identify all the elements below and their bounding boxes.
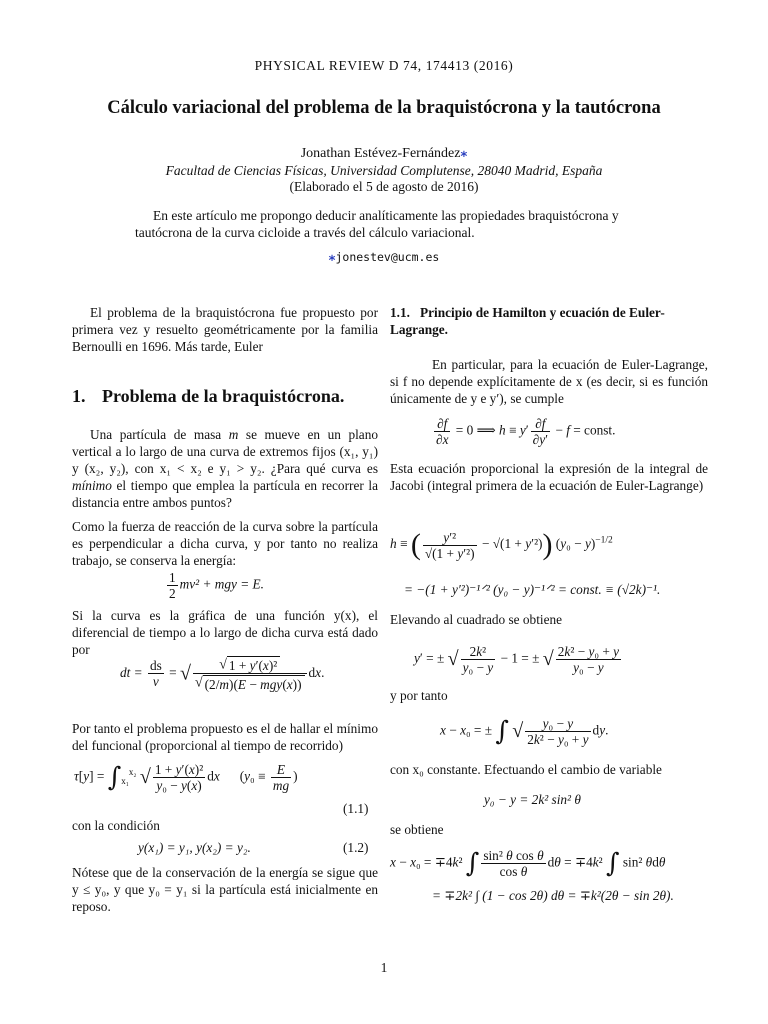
cycloid-equation-line-2: = ∓2k² ∫ (1 − cos 2θ) dθ = ∓k²(2θ − sin 2θ).	[432, 888, 674, 903]
author-footnote-mark[interactable]: ⁎	[460, 146, 468, 161]
page-number: 1	[380, 960, 388, 975]
journal-header: PHYSICAL REVIEW D 74, 174413 (2016)	[254, 58, 514, 73]
intro-paragraph: El problema de la braquistócrona fue propuesto por primera vez y resuelto geométricamente por la familia Bernoulli en 1696. Más tarde, Euler	[72, 305, 378, 354]
date-line: (Elaborado el 5 de agosto de 2016)	[289, 179, 479, 194]
section-paragraph-1: Una partícula de masa m se mueve en un plano vertical a lo largo de una curva de extremos fijos (x₁, y₁) y (x₂, y₂), con x₁ < x₂ e y₁ > y₂. ¿Para qué curva es mínimo el tiempo que emplea la partícula en recorrer la distancia entre ambos puntos?	[72, 427, 378, 510]
section-paragraph-3: Si la curva es la gráfica de una función y(x), el diferencial de tiempo a lo largo de dicha curva está dado por	[72, 608, 378, 657]
derivative-equation: y′ = ± √ $\frac{\text{2k²}}{\text{y₀ − y}}$ − 1 = ± √ $\frac{\text{2k² − y₀ + y}}{\text{y₀ − y}}$	[414, 644, 620, 675]
time-differential-equation: dt = $\frac{ds}{v}$ = √ $\frac{\text{√ 1 + y′(x)²}}{\text{√ (2/m)(E − mgy(x))}}$ dx.	[120, 657, 325, 692]
subsection-paragraph-2: Esta ecuación proporcional la expresión de la integral de Jacobi (integral primera de la ecuación de Euler-Lagrange)	[390, 461, 708, 493]
abstract: En este artículo me propongo deducir analíticamente las propiedades braquistócrona y tautócrona de la curva cicloide a través del cálculo variacional.	[135, 208, 619, 240]
subsection-paragraph-4: y por tanto	[390, 688, 448, 703]
subsection-paragraph-1: En particular, para la ecuación de Euler-Lagrange, si f no depende explícitamente de x (es decir, si es función únicamente de y e y′), se cumple	[390, 357, 708, 406]
email-footnote-mark: ⁎	[328, 250, 336, 265]
subsection-paragraph-6: se obtiene	[390, 822, 444, 837]
jacobi-integral-equation-line-2: = −(1 + y′²)⁻¹ᐟ² (y₀ − y)⁻¹ᐟ² = const. ≡ (√2k)⁻¹.	[404, 582, 661, 597]
section-paragraph-5: Nótese que de la conservación de la energía se sigue que y ≤ y₀, y que y₀ = y₁ si la partícula está inicialmente en reposo.	[72, 865, 378, 914]
author-line	[0, 146, 768, 162]
section-paragraph-2: Como la fuerza de reacción de la curva sobre la partícula es perpendicular a dicha curva, y por tanto no realiza trabajo, se conserva la energía:	[72, 519, 378, 568]
subsection-paragraph-5: con x₀ constante. Efectuando el cambio de variable	[390, 762, 662, 777]
affiliation: Facultad de Ciencias Físicas, Universidad Complutense, 28040 Madrid, España	[165, 163, 603, 178]
subsection-paragraph-3: Elevando al cuadrado se obtiene	[390, 612, 563, 627]
author-name: Jonathan Estévez-Fernández	[300, 146, 461, 161]
equation-label-1-1: (1.1)	[343, 801, 369, 816]
paper-title: Cálculo variacional del problema de la braquistócrona y la tautócrona	[107, 98, 661, 118]
email-line	[0, 250, 768, 265]
energy-equation: $\frac{1}{2}$ mv² + mgy = E.	[169, 570, 264, 601]
functional-equation: $\tau[y] = \int_{x_1}^{x_2}$ √ $\frac{\text{1 + y′(x)²}}{\text{y₀ − y(x)}}$ dx (y₀ ≡ $\frac{E}{mg}$ )	[74, 762, 298, 793]
section-heading: 1. Problema de la braquistócrona.	[72, 386, 345, 406]
cycloid-equation: x − x₀ = ∓4k² ∫ $\frac{\text{sin² θ cos θ}}{\text{cos θ}}$ dθ = ∓4k² ∫ sin² θdθ	[390, 848, 666, 879]
jacobi-integral-equation: h ≡ ( $\frac{\text{y′²}}{\text{√(1 + y′²)}}$ − √(1 + y′²)) $(y_0 - y)^{-1/2}$	[390, 528, 613, 561]
subsection-heading: 1.1. Principio de Hamilton y ecuación de Euler-Lagrange.	[390, 305, 665, 337]
substitution-equation: y₀ − y = 2k² sin² θ	[484, 792, 581, 807]
equation-label-1-2: (1.2)	[343, 840, 369, 855]
section-paragraph-4: Por tanto el problema propuesto es el de hallar el mínimo del funcional (proporcional al tiempo de recorrido)	[72, 721, 378, 753]
beltrami-identity-equation: $\frac{\partial f}{\partial x}$ = 0 ⟹ h ≡ y′ $\frac{\partial f}{\partial y'}$ − f = const.	[436, 416, 616, 447]
condition-label: con la condición	[72, 818, 160, 833]
integral-equation: x − x₀ = ± ∫ √ $\frac{\text{y₀ − y}}{\text{2k² − y₀ + y}}$ dy.	[440, 716, 609, 747]
boundary-condition-equation: y(x₁) = y₁, y(x₂) = y₂.	[138, 840, 251, 855]
email-address[interactable]: jonestev@ucm.es	[335, 250, 440, 264]
